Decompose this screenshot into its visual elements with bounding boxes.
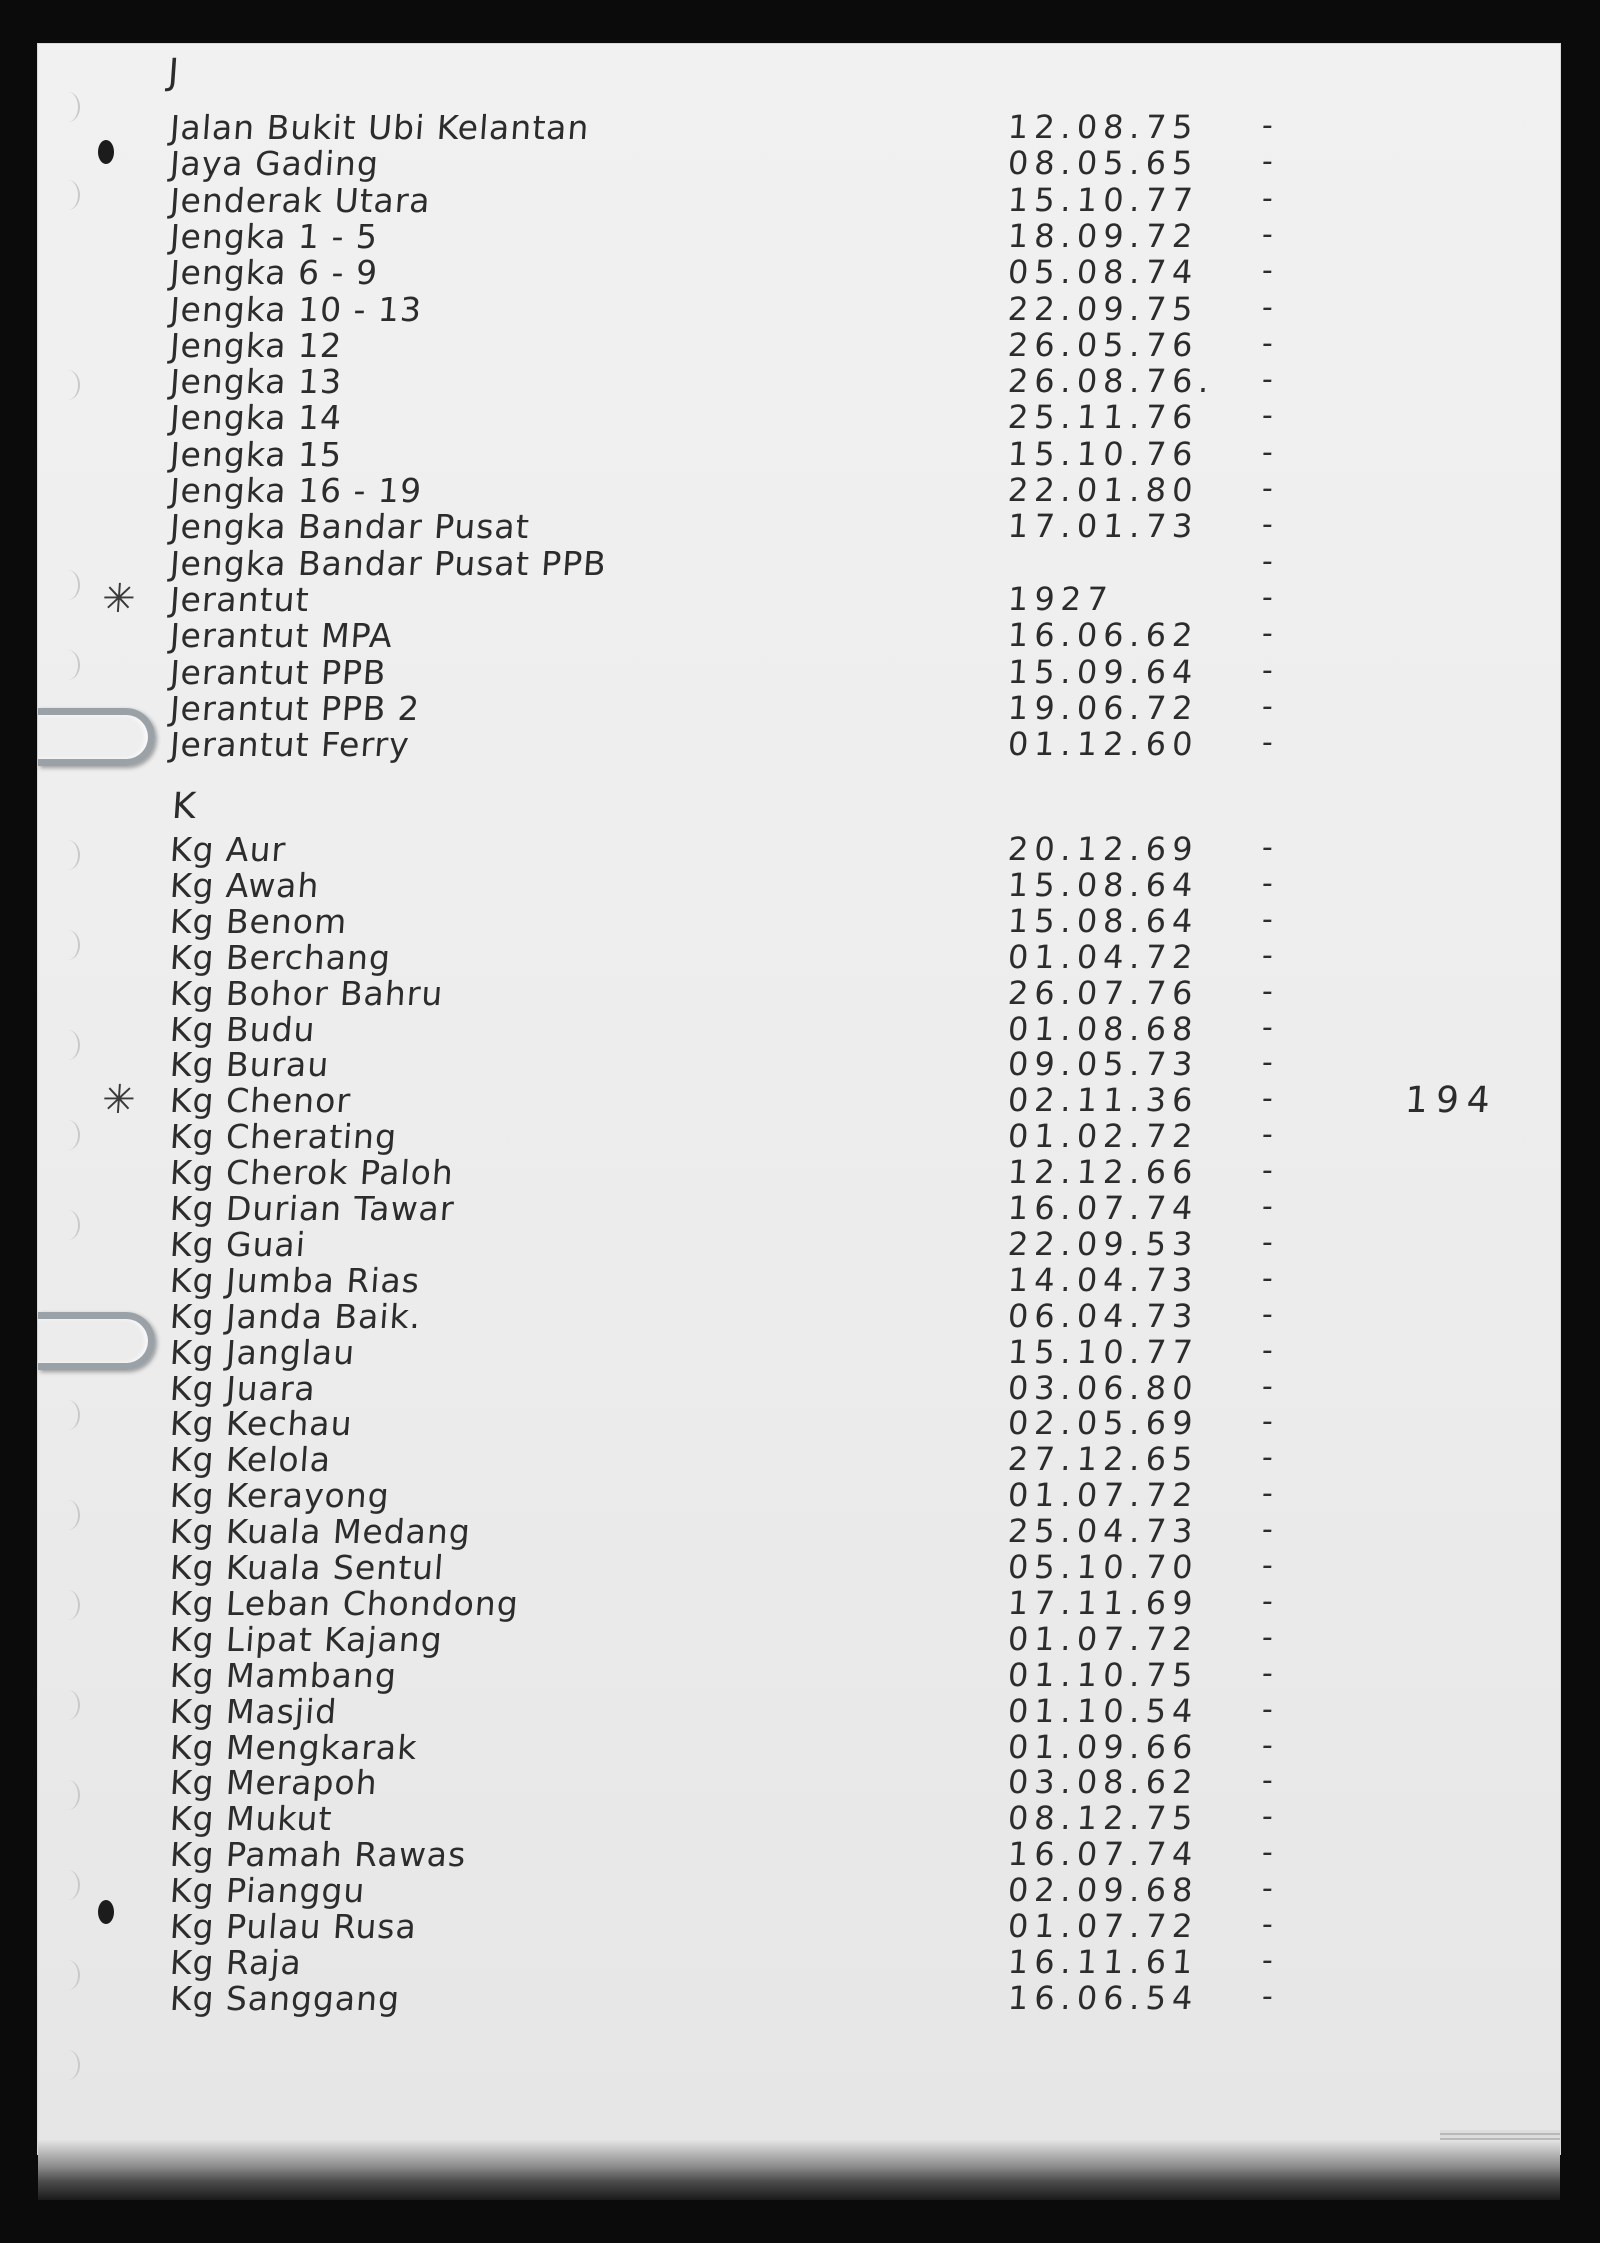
entry-row: [0, 1619, 1522, 1659]
entry-mark: -: [1260, 434, 1276, 470]
entry-date: 17.11.69: [1006, 1583, 1200, 1622]
entry-name: Jerantut PPB 2: [168, 688, 422, 728]
entry-mark: -: [1260, 1081, 1276, 1117]
entry-row: [0, 1978, 1522, 2018]
entry-name: Kg Lipat Kajang: [168, 1619, 445, 1659]
entry-row: [0, 1153, 1522, 1193]
entry-row: [0, 289, 1522, 329]
entry-date: 01.07.72: [1006, 1619, 1200, 1658]
entry-date: 01.04.72: [1006, 937, 1200, 976]
entry-date: 16.07.74: [1006, 1835, 1200, 1874]
entry-name: Kg Aur: [168, 830, 288, 869]
entry-mark: -: [1260, 1512, 1276, 1548]
entry-mark: -: [1260, 973, 1276, 1009]
entry-name: Kg Pianggu: [168, 1871, 367, 1911]
entry-date: 18.09.72: [1006, 216, 1200, 255]
entry-mark: -: [1260, 1260, 1276, 1296]
entry-row: [0, 1691, 1522, 1731]
asterisk-icon: ✳: [100, 1077, 139, 1124]
entry-mark: -: [1260, 1224, 1276, 1260]
entry-date: 16.11.61: [1006, 1942, 1200, 1981]
entry-row: [0, 1655, 1522, 1695]
entry-name: Kg Bohor Bahru: [168, 973, 445, 1013]
entry-mark: -: [1260, 1332, 1276, 1368]
entry-date: 08.05.65: [1006, 144, 1200, 183]
entry-mark: -: [1260, 471, 1276, 506]
entry-mark: -: [1260, 1835, 1276, 1871]
entry-row: [0, 1942, 1522, 1982]
entry-mark: -: [1260, 108, 1276, 143]
entry-mark: -: [1260, 1691, 1276, 1727]
entry-date: 22.09.75: [1006, 289, 1200, 328]
entry-date: 01.07.72: [1006, 1476, 1200, 1515]
entry-date: 25.04.73: [1006, 1512, 1200, 1551]
entry-date: 16.06.62: [1006, 616, 1200, 655]
entry-name: Jengka Bandar Pusat: [168, 507, 532, 547]
entry-name: Jengka 14: [168, 398, 344, 438]
entry-name: Kg Kuala Medang: [168, 1512, 473, 1552]
section-letter-j: J: [166, 52, 182, 93]
entry-row: [0, 180, 1522, 220]
entry-row: [0, 901, 1522, 941]
entry-name: Kg Guai: [168, 1224, 308, 1264]
entry-row: [0, 1835, 1522, 1875]
entry-name: Jerantut Ferry: [168, 725, 411, 765]
entry-date: 15.10.76: [1006, 434, 1200, 473]
entry-row: [0, 1077, 1522, 1124]
entry-date: 12.12.66: [1006, 1153, 1200, 1192]
entry-name: Kg Pamah Rawas: [168, 1835, 468, 1875]
section-letter-k: K: [170, 786, 199, 827]
entry-mark: -: [1260, 1799, 1276, 1835]
entry-date: 16.07.74: [1006, 1189, 1200, 1227]
entry-name: Jengka 1 - 5: [168, 216, 380, 256]
entry-row: [0, 253, 1522, 293]
entry-mark: -: [1260, 865, 1276, 901]
entry-row: [0, 1260, 1522, 1300]
entry-mark: -: [1260, 180, 1276, 216]
entry-mark: -: [1260, 216, 1276, 252]
entry-mark: -: [1260, 688, 1276, 724]
entry-mark: -: [1260, 1117, 1276, 1153]
entry-name: Kg Raja: [168, 1942, 304, 1982]
entry-name: Jengka 16 - 19: [168, 471, 424, 510]
entry-mark: -: [1260, 937, 1276, 973]
entry-row: [0, 108, 1522, 147]
entry-name: Jengka 10 - 13: [168, 289, 424, 329]
entry-name: Kg Jumba Rias: [168, 1260, 422, 1300]
entry-date: 15.09.64: [1006, 652, 1200, 691]
entry-mark: -: [1260, 652, 1276, 688]
entry-mark: -: [1260, 1619, 1276, 1655]
entry-row: [0, 543, 1522, 583]
entry-name: Kg Merapoh: [168, 1763, 380, 1803]
entry-name: Jerantut MPA: [168, 616, 395, 656]
entry-row: [0, 1296, 1522, 1336]
entry-row: [0, 1871, 1522, 1911]
entry-date: 03.06.80: [1006, 1368, 1200, 1407]
entry-row: [0, 1727, 1522, 1767]
entry-row: [0, 865, 1522, 905]
entry-mark: -: [1260, 1942, 1276, 1978]
entry-date: 20.12.69: [1006, 830, 1200, 868]
entry-name: Kg Benom: [168, 901, 349, 941]
entry-mark: -: [1260, 398, 1276, 434]
entry-mark: -: [1260, 1763, 1276, 1799]
entry-row: [0, 144, 1522, 184]
entry-row: [0, 725, 1522, 765]
entry-row: [0, 1189, 1522, 1228]
entry-name: Kg Juara: [168, 1368, 318, 1408]
entry-date: 1927: [1006, 579, 1115, 618]
entry-name: Kg Chenor: [168, 1081, 353, 1121]
entry-date: 22.01.80: [1006, 471, 1200, 509]
entry-date: 08.12.75: [1006, 1799, 1200, 1838]
entry-mark: -: [1260, 144, 1276, 180]
entry-name: Kg Berchang: [168, 937, 393, 977]
entry-date: 15.10.77: [1006, 180, 1200, 219]
entry-mark: -: [1260, 1907, 1276, 1942]
entry-date: 03.08.62: [1006, 1763, 1200, 1802]
entry-date: 16.06.54: [1006, 1978, 1200, 2017]
entry-name: Kg Janda Baik.: [168, 1296, 423, 1336]
entry-row: [0, 652, 1522, 692]
entry-row: [0, 973, 1522, 1013]
entry-row: [0, 1512, 1522, 1552]
entry-row: [0, 1045, 1522, 1085]
entry-mark: -: [1260, 901, 1276, 937]
entry-mark: -: [1260, 1476, 1276, 1512]
entry-row: [0, 1117, 1522, 1157]
entry-mark: -: [1260, 1655, 1276, 1691]
entry-date: 02.11.36: [1006, 1081, 1200, 1120]
entry-row: [0, 937, 1522, 977]
entry-date: 09.05.73: [1006, 1045, 1200, 1084]
entry-row: [0, 688, 1522, 728]
entry-row: [0, 434, 1522, 474]
entry-mark: -: [1260, 1871, 1276, 1907]
entry-row: [0, 1799, 1522, 1839]
entry-row: [0, 325, 1522, 365]
entry-date: 26.07.76: [1006, 973, 1200, 1012]
entry-name: Kg Kerayong: [168, 1476, 392, 1516]
entry-row: [0, 1368, 1522, 1408]
entry-row: [0, 1548, 1522, 1587]
entry-name: Jengka Bandar Pusat PPB: [168, 543, 609, 583]
binder-hole: [56, 2050, 80, 2080]
entry-row: [0, 575, 1522, 622]
entry-name: Kg Leban Chondong: [168, 1583, 521, 1623]
asterisk-icon: ✳: [100, 575, 139, 622]
entry-row: [0, 1907, 1522, 1946]
entry-row: [0, 362, 1522, 402]
entry-mark: -: [1260, 289, 1276, 325]
entry-name: Jerantut: [168, 579, 311, 619]
entry-row: [0, 1583, 1522, 1623]
entry-mark: -: [1260, 1978, 1276, 2014]
entry-name: Kg Cherok Paloh: [168, 1153, 456, 1193]
page-number: 194: [1403, 1080, 1500, 1121]
entry-name: Kg Mambang: [168, 1655, 399, 1695]
entry-name: Kg Masjid: [168, 1691, 339, 1731]
entry-name: Kg Janglau: [168, 1332, 357, 1372]
entry-mark: -: [1260, 1727, 1276, 1763]
entry-mark: -: [1260, 325, 1276, 361]
entry-row: [0, 507, 1522, 547]
entry-name: Kg Cherating: [168, 1117, 399, 1157]
entry-name: Kg Kechau: [168, 1404, 354, 1444]
entry-name: Jenderak Utara: [168, 180, 433, 220]
entry-row: [0, 1404, 1522, 1444]
page-bottom-shadow: [38, 2140, 1560, 2200]
entry-name: Jengka 15: [168, 434, 344, 474]
entry-name: Jaya Gading: [168, 144, 381, 184]
entry-name: Kg Sanggang: [168, 1978, 402, 2018]
entry-row: [0, 1224, 1522, 1264]
entry-row: [0, 1332, 1522, 1372]
entry-row: [0, 1440, 1522, 1480]
entry-mark: -: [1260, 579, 1276, 615]
entry-date: 01.07.72: [1006, 1907, 1200, 1945]
entry-date: 22.09.53: [1006, 1224, 1200, 1263]
entry-date: 26.08.76.: [1006, 362, 1217, 401]
entry-date: 05.08.74: [1006, 253, 1200, 292]
entry-name: Kg Awah: [168, 865, 321, 905]
entry-mark: -: [1260, 830, 1276, 865]
entry-mark: -: [1260, 1548, 1276, 1583]
entry-date: 15.08.64: [1006, 901, 1200, 940]
entry-date: 15.10.77: [1006, 1332, 1200, 1371]
entry-date: 17.01.73: [1006, 507, 1200, 546]
entry-date: 01.09.66: [1006, 1727, 1200, 1766]
entry-row: [0, 1476, 1522, 1516]
entry-mark: -: [1260, 1296, 1276, 1332]
entry-date: 01.08.68: [1006, 1009, 1200, 1048]
entry-date: 12.08.75: [1006, 108, 1200, 146]
entry-name: Kg Burau: [168, 1045, 331, 1085]
entry-date: 01.12.60: [1006, 725, 1200, 764]
entry-mark: -: [1260, 1045, 1276, 1081]
entry-mark: -: [1260, 725, 1276, 761]
entry-name: Jengka 13: [168, 362, 344, 402]
entry-name: Kg Mukut: [168, 1799, 334, 1839]
entry-row: [0, 1763, 1522, 1803]
entry-row: [0, 216, 1522, 256]
entry-mark: -: [1260, 1404, 1276, 1440]
entry-row: [0, 398, 1522, 438]
entry-date: 25.11.76: [1006, 398, 1200, 437]
entry-date: 14.04.73: [1006, 1260, 1200, 1299]
entry-mark: -: [1260, 1583, 1276, 1619]
entry-mark: -: [1260, 543, 1276, 579]
entry-row: [0, 616, 1522, 656]
entry-mark: -: [1260, 1009, 1276, 1045]
entry-row: [0, 1009, 1522, 1049]
entry-date: 02.09.68: [1006, 1871, 1200, 1910]
entry-name: Jerantut PPB: [168, 652, 388, 692]
entry-mark: -: [1260, 253, 1276, 289]
entry-name: Kg Durian Tawar: [168, 1189, 456, 1228]
entry-mark: -: [1260, 1153, 1276, 1189]
entry-date: 27.12.65: [1006, 1440, 1200, 1479]
entry-name: Jengka 6 - 9: [168, 253, 380, 293]
entry-date: 19.06.72: [1006, 688, 1200, 727]
entry-name: Kg Kelola: [168, 1440, 333, 1480]
entry-name: Kg Mengkarak: [168, 1727, 419, 1767]
entry-name: Kg Kuala Sentul: [168, 1548, 446, 1587]
entry-mark: -: [1260, 507, 1276, 543]
entry-date: 26.05.76: [1006, 325, 1200, 364]
entry-name: Jalan Bukit Ubi Kelantan: [168, 108, 591, 147]
entry-date: 06.04.73: [1006, 1296, 1200, 1335]
entry-date: 01.10.75: [1006, 1655, 1200, 1694]
entry-date: 15.08.64: [1006, 865, 1200, 904]
entry-row: [0, 830, 1522, 869]
entry-date: 02.05.69: [1006, 1404, 1200, 1443]
entry-mark: -: [1260, 1189, 1276, 1224]
entry-name: Kg Budu: [168, 1009, 317, 1049]
entry-date: 05.10.70: [1006, 1548, 1200, 1586]
entry-name: Kg Pulau Rusa: [168, 1907, 419, 1946]
entry-date: 01.02.72: [1006, 1117, 1200, 1156]
entry-date: 01.10.54: [1006, 1691, 1200, 1730]
entry-row: [0, 471, 1522, 510]
entry-mark: -: [1260, 362, 1276, 398]
entry-mark: -: [1260, 1440, 1276, 1476]
entry-name: Jengka 12: [168, 325, 344, 365]
entry-mark: -: [1260, 616, 1276, 652]
entry-mark: -: [1260, 1368, 1276, 1404]
